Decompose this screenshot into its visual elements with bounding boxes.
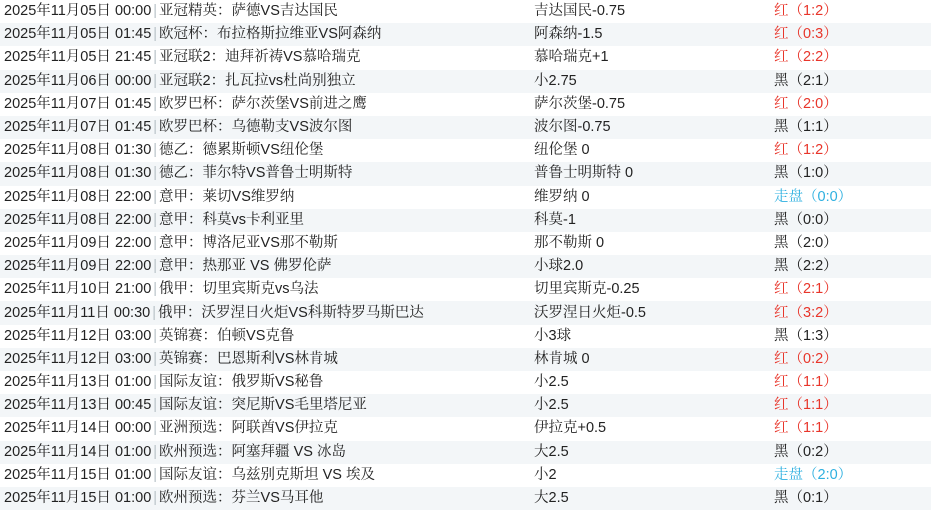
match-teams: 芬兰VS马耳他 (231, 490, 324, 507)
pick-cell: 大2.5 (534, 443, 569, 460)
result-badge: 黑（1:3） (774, 327, 838, 344)
match-teams: 迪拜祈祷VS慕哈瑞克 (225, 49, 361, 66)
match-cell (0, 139, 534, 162)
match-cell (0, 487, 534, 510)
table-row[interactable] (0, 371, 931, 394)
field-separator: | (153, 234, 158, 251)
result-badge: 黑（0:1） (774, 490, 838, 507)
league-name: 国际友谊： (159, 397, 232, 414)
pick-cell: 波尔图-0.75 (534, 119, 611, 136)
match-time: 22:00 (114, 234, 152, 251)
table-row[interactable] (0, 232, 931, 255)
table-row[interactable] (0, 93, 931, 116)
pick-cell: 小3球 (534, 327, 572, 344)
pick-cell: 慕哈瑞克+1 (534, 49, 609, 66)
table-row[interactable] (0, 487, 931, 510)
table-row[interactable] (0, 348, 931, 371)
result-badge: 走盘（2:0） (774, 466, 853, 483)
match-teams: 菲尔特VS普鲁士明斯特 (202, 165, 353, 182)
match-date: 2025年11月05日 (4, 3, 111, 20)
field-separator: | (153, 374, 158, 391)
match-date: 2025年11月05日 (4, 26, 111, 43)
match-time: 03:00 (114, 327, 152, 344)
match-cell (0, 162, 534, 185)
table-row[interactable] (0, 46, 931, 69)
field-separator: | (153, 490, 158, 507)
match-teams: 沃罗涅日火炬VS科斯特罗马斯巴达 (201, 304, 424, 321)
league-name: 德乙： (159, 165, 203, 182)
field-separator: | (153, 466, 158, 483)
table-row[interactable] (0, 394, 931, 417)
league-name: 欧州预选： (159, 443, 232, 460)
league-name: 欧州预选： (159, 490, 232, 507)
league-name: 英锦赛： (159, 327, 218, 344)
match-teams: 德累斯顿VS纽伦堡 (202, 142, 324, 159)
match-cell (0, 325, 534, 348)
match-cell (0, 464, 534, 487)
result-badge: 黑（0:0） (774, 211, 838, 228)
field-separator: | (153, 95, 158, 112)
match-teams: 布拉格斯拉维亚VS阿森纳 (217, 26, 382, 43)
match-date: 2025年11月08日 (4, 211, 111, 228)
field-separator: | (153, 188, 158, 205)
match-time: 01:00 (114, 466, 152, 483)
table-row[interactable] (0, 186, 931, 209)
match-time: 01:45 (114, 119, 152, 136)
match-date: 2025年11月12日 (4, 327, 111, 344)
field-separator: | (153, 165, 158, 182)
match-teams: 萨尔茨堡VS前进之鹰 (231, 95, 367, 112)
field-separator: | (153, 397, 158, 414)
match-cell (0, 209, 534, 232)
match-teams: 萨德VS吉达国民 (231, 3, 338, 20)
match-teams: 博洛尼亚VS那不勒斯 (202, 234, 338, 251)
league-name: 亚冠精英： (159, 3, 232, 20)
pick-cell: 科莫-1 (534, 211, 576, 228)
match-cell (0, 255, 534, 278)
match-cell (0, 93, 534, 116)
league-name: 俄甲： (157, 304, 202, 321)
match-cell (0, 186, 534, 209)
match-time: 21:00 (114, 281, 152, 298)
pick-cell: 吉达国民-0.75 (534, 3, 626, 20)
match-time: 22:00 (114, 258, 152, 275)
table-row[interactable] (0, 278, 931, 301)
league-name: 亚冠联2： (159, 49, 226, 66)
pick-cell: 普鲁士明斯特 0 (534, 165, 634, 182)
table-row[interactable] (0, 70, 931, 93)
match-time: 21:45 (114, 49, 152, 66)
match-time: 22:00 (114, 188, 152, 205)
result-badge: 红（2:2） (774, 49, 838, 66)
field-separator: | (153, 350, 158, 367)
result-badge: 黑（0:2） (774, 443, 838, 460)
match-cell (0, 417, 534, 440)
table-row[interactable] (0, 23, 931, 46)
result-badge: 黑（2:2） (774, 258, 838, 275)
field-separator: | (153, 258, 158, 275)
result-badge: 红（1:2） (774, 3, 838, 20)
league-name: 意甲： (159, 188, 203, 205)
match-date: 2025年11月07日 (4, 95, 111, 112)
result-badge: 红（2:0） (774, 95, 838, 112)
match-date: 2025年11月14日 (4, 443, 111, 460)
match-date: 2025年11月15日 (4, 466, 111, 483)
match-date: 2025年11月12日 (4, 350, 111, 367)
match-teams: 乌兹别克斯坦 VS 埃及 (231, 466, 375, 483)
pick-cell: 维罗纳 0 (534, 188, 590, 205)
league-name: 俄甲： (159, 281, 203, 298)
match-date: 2025年11月14日 (4, 420, 111, 437)
result-badge: 黑（1:0） (774, 165, 838, 182)
field-separator: | (153, 211, 158, 228)
match-teams: 阿塞拜疆 VS 冰岛 (231, 443, 346, 460)
match-date: 2025年11月08日 (4, 165, 111, 182)
match-teams: 热那亚 VS 佛罗伦萨 (202, 258, 332, 275)
match-time: 01:30 (114, 142, 152, 159)
league-name: 国际友谊： (159, 374, 232, 391)
match-time: 01:00 (114, 443, 152, 460)
result-badge: 黑（1:1） (774, 119, 838, 136)
league-name: 欧冠杯： (159, 26, 218, 43)
league-name: 欧罗巴杯： (159, 95, 232, 112)
table-row[interactable] (0, 116, 931, 139)
match-date: 2025年11月09日 (4, 234, 111, 251)
match-teams: 俄罗斯VS秘鲁 (231, 374, 324, 391)
match-cell (0, 70, 534, 93)
pick-cell: 萨尔茨堡-0.75 (534, 95, 626, 112)
match-date: 2025年11月13日 (4, 397, 111, 414)
match-time: 01:00 (114, 490, 152, 507)
pick-cell: 小球2.0 (534, 258, 584, 275)
match-date: 2025年11月06日 (4, 72, 111, 89)
field-separator: | (153, 420, 158, 437)
result-badge: 红（1:1） (774, 374, 838, 391)
result-badge: 红（1:2） (774, 142, 838, 159)
match-cell (0, 371, 534, 394)
field-separator: | (153, 3, 158, 20)
result-badge: 黑（2:1） (774, 72, 838, 89)
match-time: 00:30 (113, 304, 151, 321)
pick-cell: 小2.5 (534, 397, 569, 414)
pick-cell: 小2 (534, 466, 557, 483)
match-time: 00:00 (114, 72, 152, 89)
pick-cell: 切里宾斯克-0.25 (534, 281, 640, 298)
match-teams: 突尼斯VS毛里塔尼亚 (231, 397, 367, 414)
match-date: 2025年11月08日 (4, 188, 111, 205)
table-row[interactable] (0, 255, 931, 278)
match-date: 2025年11月11日 (4, 304, 110, 321)
match-cell (0, 116, 534, 139)
field-separator: | (153, 119, 158, 136)
match-cell (0, 348, 534, 371)
match-time: 00:00 (114, 420, 152, 437)
pick-cell: 阿森纳-1.5 (534, 26, 603, 43)
match-time: 00:00 (114, 3, 152, 20)
league-name: 德乙： (159, 142, 203, 159)
result-badge: 红（0:2） (774, 350, 838, 367)
match-teams: 阿联酋VS伊拉克 (231, 420, 338, 437)
pick-cell: 沃罗涅日火炬-0.5 (534, 304, 646, 321)
pick-cell: 大2.5 (534, 490, 569, 507)
match-time: 01:00 (114, 374, 152, 391)
pick-cell: 纽伦堡 0 (534, 142, 590, 159)
field-separator: | (153, 26, 158, 43)
match-cell (0, 232, 534, 255)
league-name: 意甲： (159, 234, 203, 251)
table-row[interactable] (0, 209, 931, 232)
result-badge: 走盘（0:0） (774, 188, 853, 205)
match-teams: 伯顿VS克鲁 (217, 327, 295, 344)
match-cell (0, 301, 534, 324)
result-badge: 黑（2:0） (774, 234, 838, 251)
match-date: 2025年11月08日 (4, 142, 111, 159)
table-row[interactable] (0, 441, 931, 464)
league-name: 意甲： (159, 211, 203, 228)
table-row[interactable] (0, 162, 931, 185)
field-separator: | (152, 304, 156, 321)
pick-cell: 小2.5 (534, 374, 569, 391)
table-row[interactable] (0, 464, 931, 487)
pick-cell: 小2.75 (534, 72, 577, 89)
match-cell (0, 394, 534, 417)
table-row[interactable] (0, 417, 931, 440)
match-cell (0, 46, 534, 69)
result-badge: 红（3:2） (774, 304, 838, 321)
field-separator: | (153, 281, 158, 298)
result-badge: 红（0:3） (774, 26, 838, 43)
result-badge: 红（1:1） (774, 420, 838, 437)
table-row[interactable] (0, 0, 931, 23)
result-badge: 红（1:1） (774, 397, 838, 414)
pick-cell: 伊拉克+0.5 (534, 420, 607, 437)
league-name: 英锦赛： (159, 350, 218, 367)
match-date: 2025年11月10日 (4, 281, 111, 298)
table-row[interactable] (0, 325, 931, 348)
match-teams: 莱切VS维罗纳 (202, 188, 295, 205)
match-cell (0, 0, 534, 23)
league-name: 亚冠联2： (159, 72, 226, 89)
match-time: 01:45 (114, 95, 152, 112)
field-separator: | (153, 142, 158, 159)
table-row[interactable] (0, 301, 931, 324)
field-separator: | (153, 49, 158, 66)
league-name: 欧罗巴杯： (159, 119, 232, 136)
match-time: 22:00 (114, 211, 152, 228)
match-date: 2025年11月13日 (4, 374, 111, 391)
league-name: 亚洲预选： (159, 420, 232, 437)
match-cell (0, 441, 534, 464)
field-separator: | (153, 443, 158, 460)
match-teams: 乌德勒支VS波尔图 (231, 119, 353, 136)
field-separator: | (153, 327, 158, 344)
league-name: 意甲： (159, 258, 203, 275)
result-badge: 红（2:1） (774, 281, 838, 298)
field-separator: | (153, 72, 158, 89)
match-cell (0, 278, 534, 301)
match-time: 01:45 (114, 26, 152, 43)
match-teams: 扎瓦拉vs杜尚别独立 (225, 72, 356, 89)
match-date: 2025年11月07日 (4, 119, 111, 136)
match-cell (0, 23, 534, 46)
match-date: 2025年11月09日 (4, 258, 111, 275)
match-time: 00:45 (114, 397, 152, 414)
league-name: 国际友谊： (159, 466, 232, 483)
match-teams: 巴恩斯利VS林肯城 (217, 350, 338, 367)
match-teams: 切里宾斯克vs乌法 (202, 281, 319, 298)
match-time: 03:00 (114, 350, 152, 367)
table-row[interactable] (0, 139, 931, 162)
pick-cell: 那不勒斯 0 (534, 234, 605, 251)
match-teams: 科莫vs卡利亚里 (202, 211, 305, 228)
match-date: 2025年11月05日 (4, 49, 111, 66)
match-time: 01:30 (114, 165, 152, 182)
match-date: 2025年11月15日 (4, 490, 111, 507)
pick-cell: 林肯城 0 (534, 350, 590, 367)
